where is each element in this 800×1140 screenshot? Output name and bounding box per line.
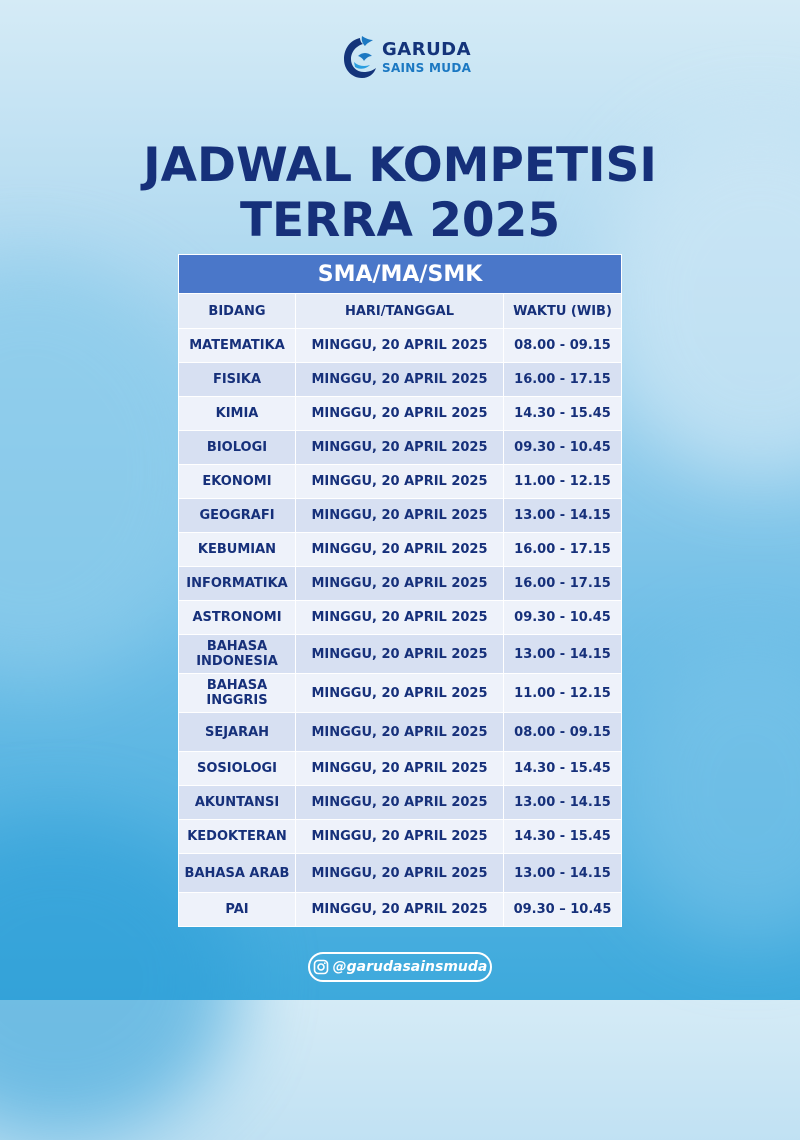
bidang-cell: BIOLOGI [179,431,296,465]
logo-subtitle: SAINS MUDA [382,60,472,75]
waktu-cell: 14.30 - 15.45 [504,397,622,431]
table-row [179,820,622,854]
background-blob [620,640,800,940]
bidang-cell: INFORMATIKA [179,567,296,601]
waktu-cell: 09.30 – 10.45 [504,893,622,927]
tanggal-cell: MINGGU, 20 APRIL 2025 [296,431,504,465]
table-row [179,499,622,533]
table-row [179,674,622,713]
waktu-cell: 16.00 - 17.15 [504,533,622,567]
tanggal-cell: MINGGU, 20 APRIL 2025 [296,329,504,363]
table-row [179,893,622,927]
table-row [179,465,622,499]
tanggal-cell: MINGGU, 20 APRIL 2025 [296,674,504,713]
category-header: SMA/MA/SMK [179,255,622,294]
table-row [179,786,622,820]
bidang-cell: SEJARAH [179,713,296,752]
column-header-waktu: WAKTU (WIB) [504,294,622,329]
waktu-cell: 08.00 - 09.15 [504,713,622,752]
tanggal-cell: MINGGU, 20 APRIL 2025 [296,601,504,635]
waktu-cell: 11.00 - 12.15 [504,465,622,499]
waktu-cell: 09.30 - 10.45 [504,601,622,635]
waktu-cell: 11.00 - 12.15 [504,674,622,713]
instagram-handle-text: @garudasainsmuda [332,959,488,975]
waktu-cell: 14.30 - 15.45 [504,752,622,786]
bidang-cell: PAI [179,893,296,927]
column-header-tanggal: HARI/TANGGAL [296,294,504,329]
waktu-cell: 13.00 - 14.15 [504,854,622,893]
tanggal-cell: MINGGU, 20 APRIL 2025 [296,786,504,820]
tanggal-cell: MINGGU, 20 APRIL 2025 [296,567,504,601]
schedule-table [178,254,622,927]
table-row [179,431,622,465]
table-row [179,567,622,601]
waktu-cell: 13.00 - 14.15 [504,786,622,820]
instagram-icon [313,959,329,975]
waktu-cell: 16.00 - 17.15 [504,567,622,601]
column-header-bidang: BIDANG [179,294,296,329]
tanggal-cell: MINGGU, 20 APRIL 2025 [296,397,504,431]
tanggal-cell: MINGGU, 20 APRIL 2025 [296,363,504,397]
waktu-cell: 13.00 - 14.15 [504,635,622,674]
table-row [179,854,622,893]
waktu-cell: 14.30 - 15.45 [504,820,622,854]
bidang-cell: MATEMATIKA [179,329,296,363]
tanggal-cell: MINGGU, 20 APRIL 2025 [296,893,504,927]
tanggal-cell: MINGGU, 20 APRIL 2025 [296,533,504,567]
bidang-cell: AKUNTANSI [179,786,296,820]
tanggal-cell: MINGGU, 20 APRIL 2025 [296,854,504,893]
bidang-cell: EKONOMI [179,465,296,499]
logo-title: GARUDA [382,38,472,60]
bidang-cell: BAHASA ARAB [179,854,296,893]
waktu-cell: 16.00 - 17.15 [504,363,622,397]
waktu-cell: 13.00 - 14.15 [504,499,622,533]
table-row [179,533,622,567]
bidang-cell: BAHASA INDONESIA [179,635,296,674]
tanggal-cell: MINGGU, 20 APRIL 2025 [296,820,504,854]
waktu-cell: 09.30 - 10.45 [504,431,622,465]
bidang-cell: BAHASA INGGRIS [179,674,296,713]
bidang-cell: KIMIA [179,397,296,431]
tanggal-cell: MINGGU, 20 APRIL 2025 [296,713,504,752]
page-subtitle: TERRA 2025 [239,193,561,248]
bidang-cell: SOSIOLOGI [179,752,296,786]
table-header-row [179,294,622,329]
bidang-cell: FISIKA [179,363,296,397]
table-row [179,713,622,752]
instagram-handle-badge[interactable] [308,952,492,982]
tanggal-cell: MINGGU, 20 APRIL 2025 [296,499,504,533]
bidang-cell: KEBUMIAN [179,533,296,567]
table-row [179,635,622,674]
waktu-cell: 08.00 - 09.15 [504,329,622,363]
brand-logo [338,32,471,82]
tanggal-cell: MINGGU, 20 APRIL 2025 [296,635,504,674]
table-row [179,329,622,363]
page-title: JADWAL KOMPETISI [143,138,657,193]
table-row [179,752,622,786]
tanggal-cell: MINGGU, 20 APRIL 2025 [296,465,504,499]
bidang-cell: KEDOKTERAN [179,820,296,854]
bidang-cell: ASTRONOMI [179,601,296,635]
tanggal-cell: MINGGU, 20 APRIL 2025 [296,752,504,786]
garuda-bird-icon [338,32,378,82]
table-row [179,601,622,635]
table-row [179,397,622,431]
table-row [179,363,622,397]
bidang-cell: GEOGRAFI [179,499,296,533]
